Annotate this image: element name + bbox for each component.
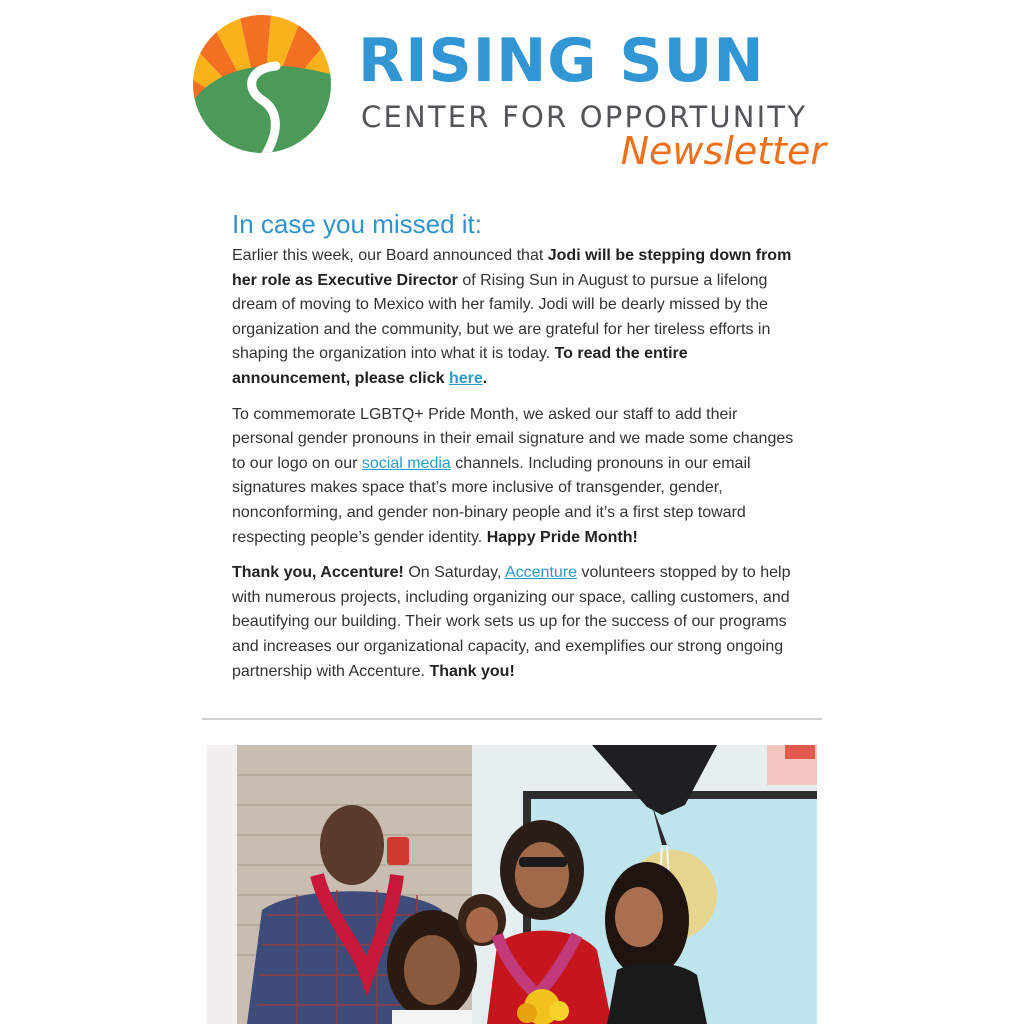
announcement-bold-3: .	[482, 369, 488, 387]
newsletter-content	[232, 208, 797, 695]
announcement-paragraph	[232, 244, 797, 392]
accenture-bold-2: Thank you!	[429, 662, 515, 680]
announcement-text-2: of Rising Sun in August to pursue a lifelong dream of moving to Mexico with her family. Jodi will be dearly missed by the organization and the community, but we are grateful for her tireless efforts in shaping the organization into what it is today.	[232, 271, 771, 363]
section-divider	[202, 718, 822, 720]
announcement-here-link[interactable]: here	[448, 369, 483, 387]
social-media-link[interactable]: social media	[361, 454, 451, 472]
family-photo-illustration	[207, 745, 817, 1024]
accenture-text-2: volunteers stopped by to help with numerous projects, including organizing our space, calling customers, and beautifying our building. Their work sets us up for the success of our programs and increases our organizational capacity, and exemplifies our strong ongoing partnership with Accenture.	[232, 564, 791, 680]
brand-name: RISING SUN	[358, 26, 765, 96]
announcement-bold-2-text: To read the entire announcement, please click	[232, 345, 688, 387]
section-heading: In case you missed it:	[232, 209, 482, 239]
accenture-link[interactable]: Accenture	[504, 564, 578, 582]
accenture-text-1: On Saturday,	[403, 564, 505, 582]
pride-text-1: To commemorate LGBTQ+ Pride Month, we asked our staff to add their personal gender pronouns in their email signature and we made some changes to our logo on our	[232, 405, 794, 472]
announcement-bold-1: Jodi will be stepping down from her role as Executive Director	[232, 247, 792, 289]
pride-month-paragraph	[232, 403, 797, 551]
brand-tagline: CENTER FOR OPPORTUNITY	[361, 100, 808, 134]
family-photo-image	[207, 745, 817, 1024]
accenture-bold-1: Thank you, Accenture!	[232, 564, 404, 582]
announcement-text-1: Earlier this week, our Board announced that	[232, 247, 548, 264]
newsletter-label: Newsletter	[620, 129, 826, 173]
rising-sun-logo-icon	[192, 14, 332, 154]
pride-bold-1: Happy Pride Month!	[486, 528, 638, 546]
pride-text-2: channels. Including pronouns in our email signatures makes space that’s more inclusive of transgender, gender, nonconforming, and gender non-binary people and it’s a first step toward respecting people’s gender identity.	[232, 454, 751, 546]
accenture-paragraph	[232, 561, 797, 684]
